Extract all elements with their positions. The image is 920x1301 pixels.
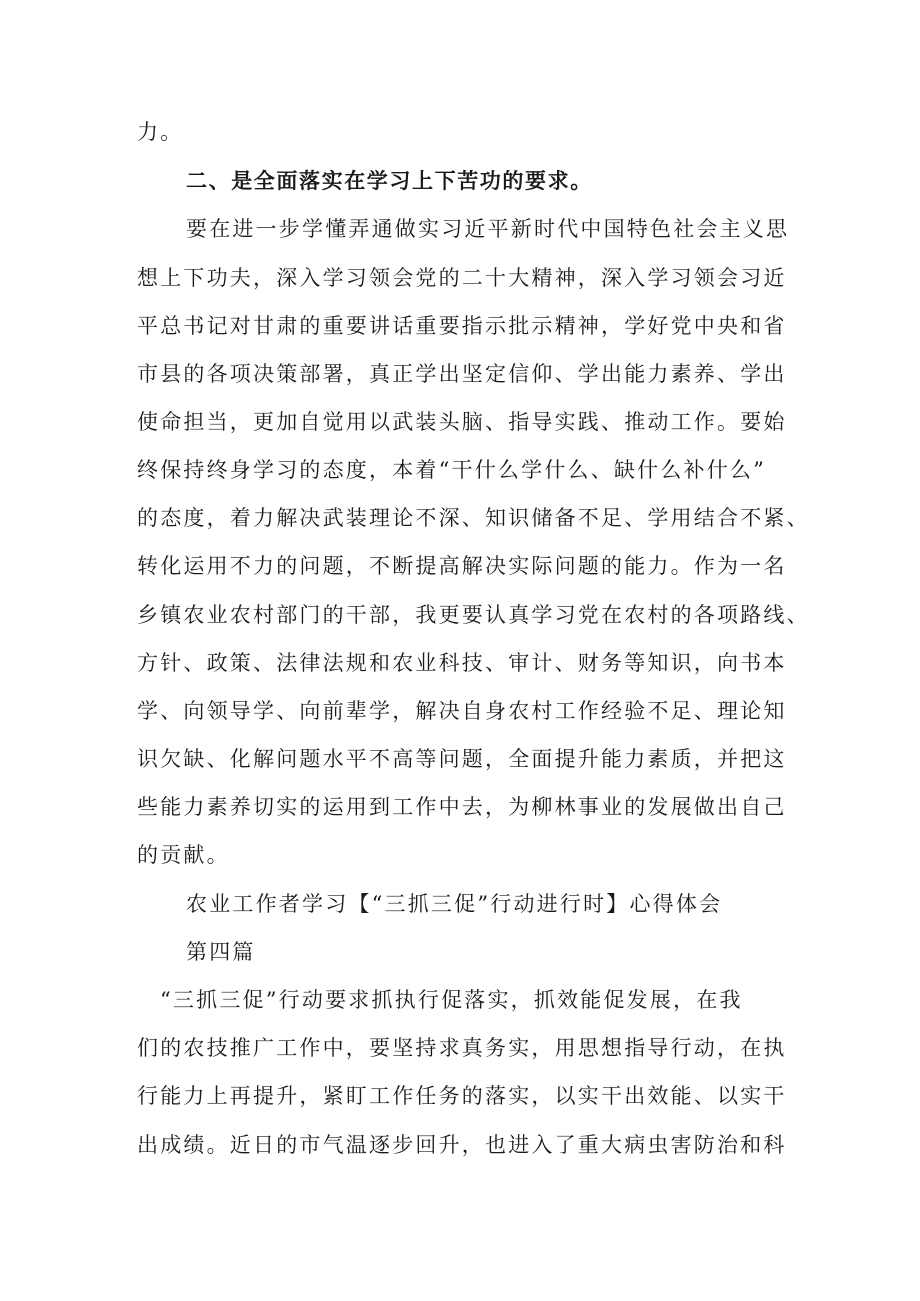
paragraph-line: 学、向领导学、向前辈学，解决自身农村工作经验不足、理论知 [137, 699, 787, 723]
paragraph-line: 方针、政策、法律法规和农业科技、审计、财务等知识，向书本 [137, 651, 787, 675]
paragraph-line: 些能力素养切实的运用到工作中去，为柳林事业的发展做出自己 [137, 795, 787, 819]
paragraph-line: 使命担当，更加自觉用以武装头脑、指导实践、推动工作。要始 [137, 410, 787, 434]
article-subtitle: 第四篇 [186, 940, 256, 964]
paragraph-line: 想上下功夫，深入学习领会党的二十大精神，深入学习领会习近 [137, 266, 787, 290]
paragraph-line: 乡镇农业农村部门的干部，我更要认真学习党在农村的各项路线、 [137, 603, 810, 627]
paragraph-line: 要在进一步学懂弄通做实习近平新时代中国特色社会主义思 [186, 217, 790, 241]
paragraph-line: 终保持终身学习的态度，本着“干什么学什么、缺什么补什么” [137, 458, 767, 482]
paragraph-line: 平总书记对甘肃的重要讲话重要指示批示精神，学好党中央和省 [137, 314, 787, 338]
paragraph-line: 出成绩。近日的市气温逐步回升，也进入了重大病虫害防治和科 [137, 1133, 787, 1157]
paragraph-line: 转化运用不力的问题，不断提高解决实际问题的能力。作为一名 [137, 554, 787, 578]
paragraph-line: 力。 [137, 120, 184, 144]
paragraph-line: 行能力上再提升，紧盯工作任务的落实，以实干出效能、以实干 [137, 1084, 787, 1108]
section-heading: 二、是全面落实在学习上下苦功的要求。 [186, 169, 593, 193]
paragraph-line: 的贡献。 [137, 843, 230, 867]
paragraph-line: 识欠缺、化解问题水平不高等问题，全面提升能力素质，并把这 [137, 747, 787, 771]
paragraph-line: 的态度，着力解决武装理论不深、知识储备不足、学用结合不紧、 [137, 506, 810, 530]
article-title: 农业工作者学习【“三抓三促”行动进行时】心得体会 [186, 892, 723, 916]
paragraph-line: 们的农技推广工作中，要坚持求真务实，用思想指导行动，在执 [137, 1036, 787, 1060]
paragraph-line: 市县的各项决策部署，真正学出坚定信仰、学出能力素养、学出 [137, 362, 787, 386]
paragraph-line: “三抓三促”行动要求抓执行促落实，抓效能促发展，在我 [160, 988, 743, 1012]
